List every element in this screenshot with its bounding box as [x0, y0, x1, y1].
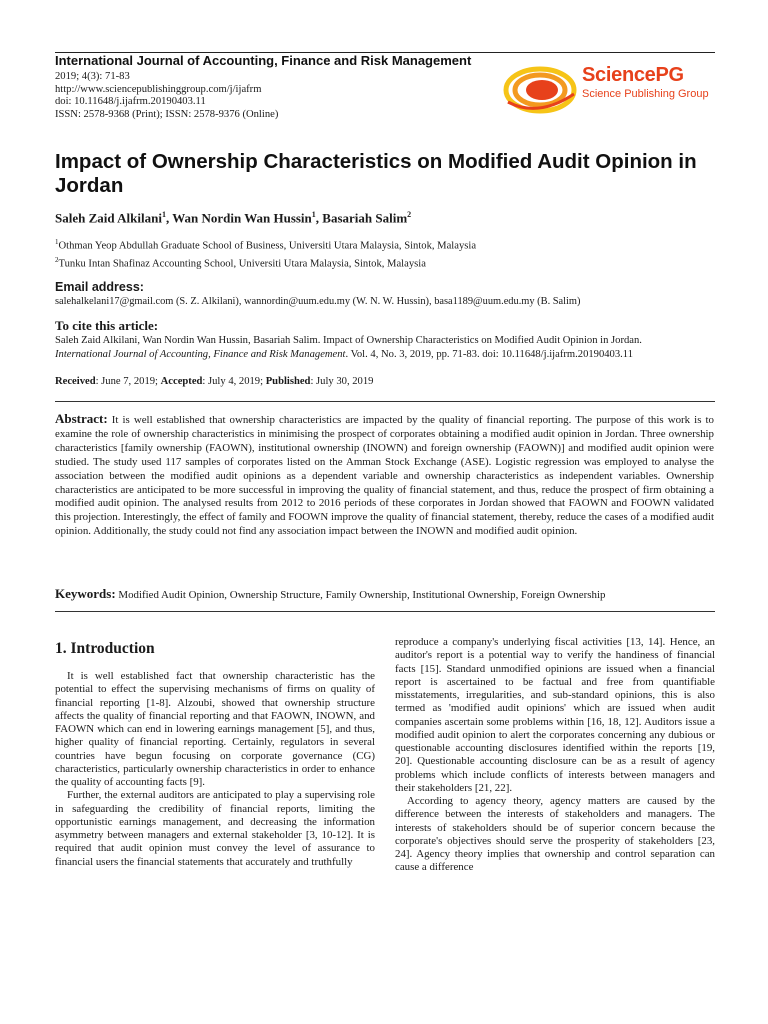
left-column [55, 670, 375, 869]
paragraph: It is well established fact that ownership characteristic has the potential to effect the supervising mechanisms of firms on quality of financial reporting [1-8]. Alzoubi, showed that ownership structure affects the quality of financial reporting and that FAOWN, INOWN, and FAOWN which can end in lowering earnings management [5], and thus, higher quality of financial reporting. Certainly, regulators in several countries have begun focusing on corporate governance (CG) characteristics, particularly ownership characteristics in order to enhance the quality of accounting facts [9]. [55, 670, 375, 788]
author-affil-sup: 1 [161, 210, 166, 219]
journal-volume: 2019; 4(3): 71-83 [55, 71, 130, 82]
affiliation: $^1$Othman Yeop Abdullah Graduate School of Business, Universiti Utara Malaysia, Sintok, Malaysia [55, 238, 477, 252]
author-name: Saleh Zaid Alkilani [55, 210, 162, 226]
abstract [55, 412, 714, 539]
citation-line-2: International Journal of Accounting, Finance and Risk Management. Vol. 4, No. 3, 2019, pp. 71-83. doi: 10.11648/j.ijafrm.20190403.11 [55, 348, 633, 360]
paragraph: reproduce a company's underlying fiscal activities [13, 14]. Hence, an auditor's report is a potential way to verify the handiness of financial facts [15]. Standard unmodified opinions are issued when a financial report is ascertained to be factual and free from quantifiable misstatements, irregularities, and sub-standard opinions, this is also termed as 'modified audit opinions' which are issued when audit companies ascertain some problems within [16, 18, 12]. Auditors issue a modified audit opinion to alert the corporates concerning any dubious or questionable accounting disclosures identified within the reports [19, 20]. Questionable accounting disclosure can be as a result of agency problems which include conflicts of interests between managers and their stakeholders [21, 22]. [395, 636, 715, 794]
affiliation: $^2$Tunku Intan Shafinaz Accounting School, Universiti Utara Malaysia, Sintok, Malaysia [55, 256, 426, 270]
paragraph: According to agency theory, agency matters are caused by the difference between the interests of stakeholders and managers. The interests of stakeholders should be of superior concern because the corporate's objectives should serve the prosperity of stakeholders [23, 24]. Agency theory implies that ownership and control separation can cause a difference [395, 795, 715, 874]
keywords-label: Keywords: [55, 586, 116, 601]
article-title: Impact of Ownership Characteristics on Modified Audit Opinion in Jordan [55, 150, 697, 197]
email-addresses[interactable]: salehalkelani17@gmail.com (S. Z. Alkilani), wannordin@uum.edu.my (W. N. W. Hussin), basa1189@uum.edu.my (B. Salim) [55, 296, 581, 307]
citation-journal: International Journal of Accounting, Finance and Risk Management [55, 348, 346, 360]
citation [55, 334, 721, 361]
abstract-label: Abstract: [55, 411, 108, 426]
section-heading: 1. Introduction [55, 640, 155, 657]
abstract-text: It is well established that ownership characteristics are impacted by the quality of financial reporting. The purpose of this work is to examine the role of ownership characteristics in minimising the prospect of corporates obtaining a modified audit opinion in Jordan. Three ownership characteristics [family ownership (FAOWN), institutional ownership (INOWN) and foreign ownership (FAOWN)] and modified audit opinion were studied. The study used 117 samples of corporates listed on the Amman Stock Exchange (ASE). Logistic regression was employed to analyse the association between the modified audit opinions as a dependent variable and ownership characteristics as independent variables. Ownership characteristics are anticipated to be more successful in improving the quality of financial statement, and thus, reduce the prospect of firm obtaining a modified audit opinion. The analysed results from 2012 to 2016 periods of these corporates in Jordan showed that FAOWN and FOOWN validated this projection. Interestingly, the effect of family and FOOWN improve the quality of financial statement, thereby, reduce the cases of a modified audit opinion. Additionally, the study could not find any association impact between the INOWN and modified audit opinion. [55, 414, 714, 538]
cite-heading: To cite this article: [55, 318, 159, 333]
keywords [55, 586, 725, 602]
journal-title: International Journal of Accounting, Finance and Risk Management [55, 53, 472, 68]
email-heading: Email address: [55, 280, 144, 294]
author-affil-sup: 1 [311, 210, 316, 219]
journal-issn: ISSN: 2578-9368 (Print); ISSN: 2578-9376 (Online) [55, 108, 279, 120]
author-affil-sup: 2 [407, 210, 412, 219]
logo-subtitle: Science Publishing Group [582, 88, 709, 100]
paragraph: Further, the external auditors are anticipated to play a supervising role in safeguarding the credibility of financial reports, limiting the opportunistic earnings management, and decreasing the information asymmetry between managers and external stakeholder [3, 10-12]. It is required that audit opinion must convey the level of assurance to financial users the financial statements that accurately and truthfully [55, 789, 375, 868]
right-column [395, 636, 715, 875]
logo-name: SciencePG [582, 64, 684, 86]
author-name: Basariah Salim [322, 210, 408, 226]
journal-doi: doi: 10.11648/j.ijafrm.20190403.11 [55, 96, 206, 108]
divider [55, 611, 715, 612]
sciencepg-swirl-icon [498, 60, 582, 120]
divider [55, 401, 715, 402]
article-dates: Received: June 7, 2019; Accepted: July 4, 2019; Published: July 30, 2019 [55, 376, 374, 387]
author-name: Wan Nordin Wan Hussin [172, 210, 312, 226]
keywords-text: Modified Audit Opinion, Ownership Structure, Family Ownership, Institutional Ownership, Foreign Ownership [118, 589, 606, 601]
citation-line-1: Saleh Zaid Alkilani, Wan Nordin Wan Hussin, Basariah Salim. Impact of Ownership Characteristics on Modified Audit Opinion in Jordan. [55, 335, 642, 346]
journal-url[interactable]: http://www.sciencepublishinggroup.com/j/ijafrm [55, 83, 262, 95]
author-list: Saleh Zaid Alkilani$^1$, Wan Nordin Wan Hussin$^1$, Basariah Salim$^2$ [55, 210, 412, 226]
sciencepg-logo [498, 60, 720, 120]
